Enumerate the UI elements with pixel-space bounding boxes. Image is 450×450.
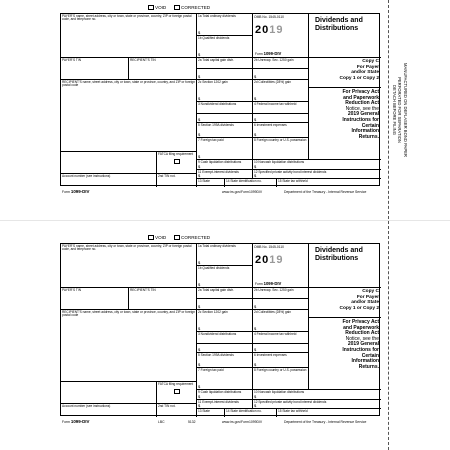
- box-8[interactable]: [253, 368, 309, 390]
- box-15-label: 15 State tax withheld: [278, 409, 308, 413]
- form-number: 1099-DIV: [263, 281, 282, 286]
- form-copy-top: [60, 4, 380, 196]
- box-3[interactable]: [197, 332, 253, 344]
- copy-label-line-2: For Payer: [356, 64, 379, 70]
- box-2d-label: 2d Collectibles (28%) gain: [254, 310, 292, 314]
- box-2d-label: 2d Collectibles (28%) gain: [254, 80, 292, 84]
- dollar-sign: $: [198, 29, 201, 35]
- fatca-checkbox[interactable]: [174, 389, 180, 394]
- box-14[interactable]: [225, 409, 277, 417]
- box-10[interactable]: [253, 160, 381, 170]
- privacy-line-2: and Paperwork: [343, 94, 379, 101]
- dollar-sign: $: [198, 153, 201, 159]
- form-title: [315, 247, 363, 263]
- box-2b[interactable]: [253, 58, 309, 69]
- void-checkbox[interactable]: [148, 4, 166, 12]
- fatca-label: FATCA filing requirement: [158, 152, 194, 156]
- box-1b[interactable]: [197, 266, 253, 288]
- form-footer: [60, 188, 380, 196]
- box-2b-label: 2b Unrecap. Sec. 1250 gain: [254, 58, 294, 62]
- privacy-line-3: Reduction Act: [345, 100, 379, 107]
- box-14-label: 14 State identification no.: [226, 179, 262, 183]
- void-label: VOID: [155, 5, 167, 10]
- box-1a-label: 1a Total ordinary dividends: [198, 14, 236, 18]
- box-12[interactable]: [253, 400, 381, 409]
- title-line-2: Distributions: [315, 254, 359, 262]
- privacy-line-5: 2019 General: [347, 341, 379, 348]
- box-2b-amount[interactable]: [253, 299, 309, 310]
- second-tin-label: 2nd TIN not.: [158, 174, 176, 178]
- title-line-1: Dividends and: [315, 247, 363, 254]
- box-9[interactable]: [197, 160, 253, 170]
- box-1b-label: 1b Qualified dividends: [198, 36, 230, 40]
- box-2b-label: 2b Unrecap. Sec. 1250 gain: [254, 288, 294, 292]
- form-prefix: Form: [255, 282, 263, 286]
- box-3-label: 3 Nondividend distributions: [198, 102, 237, 106]
- box-2a[interactable]: [197, 58, 253, 69]
- omb-number: OMB No. 1545-0110: [254, 14, 284, 19]
- footer-website: www.irs.gov/Form1099DIV: [222, 190, 263, 194]
- privacy-notice: [342, 90, 379, 140]
- box-1a[interactable]: [197, 14, 253, 36]
- account-cell[interactable]: [61, 174, 157, 187]
- form-number: 1099-DIV: [263, 51, 282, 56]
- privacy-cell: [309, 88, 381, 160]
- payer-tin-label: PAYER'S TIN: [62, 58, 82, 62]
- dollar-sign: $: [198, 303, 201, 309]
- privacy-line-2: and Paperwork: [343, 324, 379, 331]
- box-11-label: 11 Exempt-interest dividends: [198, 400, 239, 404]
- void-checkbox-square[interactable]: [148, 235, 154, 240]
- dollar-sign: $: [254, 73, 257, 79]
- copy-label-line-2: For Payer: [356, 294, 379, 300]
- dollar-sign: $: [198, 383, 201, 389]
- dollar-sign: $: [254, 361, 257, 367]
- form-grid: [60, 243, 380, 416]
- second-tin-label: 2nd TIN not.: [158, 404, 176, 408]
- corrected-checkbox[interactable]: [174, 4, 210, 12]
- copy-label-line-1: Copy C: [362, 59, 379, 64]
- box-7[interactable]: [197, 368, 253, 390]
- box-6[interactable]: [253, 353, 309, 368]
- second-tin-cell[interactable]: [157, 174, 197, 187]
- dollar-sign: $: [254, 393, 257, 399]
- dollar-sign: $: [254, 163, 257, 169]
- box-2b[interactable]: [253, 288, 309, 299]
- title-cell: [309, 14, 381, 58]
- privacy-line-3: Reduction Act: [345, 330, 379, 337]
- blank-cell: [61, 382, 157, 404]
- recipient-label: RECIPIENT'S name, street address, city or town, state or province, country, and ZIP or foreign postal code: [62, 310, 196, 318]
- box-12[interactable]: [253, 170, 381, 179]
- box-13-label: 13 State: [198, 179, 210, 183]
- box-5-label: 5 Section 199A dividends: [198, 123, 234, 127]
- copy-label-cell: [309, 288, 381, 318]
- form-copy-bottom: [60, 234, 380, 426]
- privacy-line-8: Information: [351, 128, 379, 135]
- second-tin-cell[interactable]: [157, 404, 197, 417]
- box-2a-amount[interactable]: [197, 299, 253, 310]
- blank-cell: [61, 152, 157, 174]
- dollar-sign: $: [254, 95, 257, 101]
- box-2d[interactable]: [253, 310, 309, 332]
- copy-label-cell: [309, 58, 381, 88]
- horizontal-perforation: [0, 220, 450, 221]
- box-10[interactable]: [253, 390, 381, 400]
- vertical-perforation: [388, 0, 389, 450]
- privacy-line-7: Certain: [361, 122, 379, 129]
- copy-label: [340, 289, 379, 311]
- year-prefix: 20: [255, 254, 270, 266]
- box-9-label: 9 Cash liquidation distributions: [198, 160, 242, 164]
- box-2c-label: 2c Section 1202 gain: [198, 80, 228, 84]
- box-14-label: 14 State identification no.: [226, 409, 262, 413]
- box-7-label: 7 Foreign tax paid: [198, 368, 224, 372]
- recipient-tin-label: RECIPIENT'S TIN: [130, 58, 156, 62]
- copy-label-line-1: Copy C: [362, 289, 379, 294]
- box-2a-label: 2a Total capital gain distr.: [198, 288, 234, 292]
- side-vertical-text: MANUFACTURED ON DEFLASER BOND PAPER PERFORATED FOR SEPARATION DETACH BEFORE FILING: [392, 63, 408, 157]
- box-11[interactable]: [197, 400, 253, 409]
- box-11[interactable]: [197, 170, 253, 179]
- privacy-line-9: Returns.: [358, 363, 379, 370]
- box-5[interactable]: [197, 123, 253, 138]
- recipient-cell[interactable]: [61, 80, 197, 152]
- title-line-2: Distributions: [315, 24, 359, 32]
- box-2a-amount[interactable]: [197, 69, 253, 80]
- box-7-label: 7 Foreign tax paid: [198, 138, 224, 142]
- footer-website: www.irs.gov/Form1099DIV: [222, 420, 263, 424]
- box-13-label: 13 State: [198, 409, 210, 413]
- omb-number: OMB No. 1545-0110: [254, 244, 284, 249]
- box-5-label: 5 Section 199A dividends: [198, 353, 234, 357]
- side-margin: [392, 10, 408, 210]
- privacy-line-9: Returns.: [358, 133, 379, 140]
- privacy-cell: [309, 318, 381, 390]
- account-cell[interactable]: [61, 404, 157, 417]
- box-14[interactable]: [225, 179, 277, 187]
- form-name: [255, 281, 281, 286]
- box-9-label: 9 Cash liquidation distributions: [198, 390, 242, 394]
- year-suffix: 19: [269, 24, 284, 36]
- void-checkbox[interactable]: [148, 234, 166, 242]
- payer-tin-cell[interactable]: [61, 58, 129, 80]
- privacy-line-6: Instructions for: [342, 116, 379, 123]
- recipient-tin-cell[interactable]: [129, 288, 197, 310]
- box-4-amount[interactable]: [253, 114, 309, 123]
- dollar-sign: $: [198, 346, 201, 352]
- box-3-label: 3 Nondividend distributions: [198, 332, 237, 336]
- dollar-sign: $: [198, 131, 201, 137]
- footer-department: Department of the Treasury - Internal Revenue Service: [284, 190, 367, 194]
- box-5[interactable]: [197, 353, 253, 368]
- dollar-sign: $: [198, 172, 201, 178]
- recipient-cell[interactable]: [61, 310, 197, 382]
- footer-form-number: 1099-DIV: [70, 189, 90, 194]
- fatca-checkbox[interactable]: [174, 159, 180, 164]
- box-3-amount[interactable]: [197, 114, 253, 123]
- box-2c-label: 2c Section 1202 gain: [198, 310, 228, 314]
- copy-label-line-3: and/or State: [351, 70, 379, 76]
- copy-label: [340, 59, 379, 81]
- recipient-tin-cell[interactable]: [129, 58, 197, 80]
- box-10-label: 10 Noncash liquidation distributions: [254, 390, 305, 394]
- year-suffix: 19: [269, 254, 284, 266]
- payer-tin-label: PAYER'S TIN: [62, 288, 82, 292]
- account-label: Account number (see instructions): [62, 404, 111, 408]
- box-10-label: 10 Noncash liquidation distributions: [254, 160, 305, 164]
- payer-tin-cell[interactable]: [61, 288, 129, 310]
- form-grid: [60, 13, 380, 186]
- box-15-label: 15 State tax withheld: [278, 179, 308, 183]
- box-6-label: 6 Investment expenses: [254, 353, 287, 357]
- box-1a[interactable]: [197, 244, 253, 266]
- form-prefix: Form: [255, 52, 263, 56]
- void-checkbox-square[interactable]: [148, 5, 154, 10]
- dollar-sign: $: [254, 346, 257, 352]
- copy-label-line-3: and/or State: [351, 300, 379, 306]
- box-1b-label: 1b Qualified dividends: [198, 266, 230, 270]
- box-11-label: 11 Exempt-interest dividends: [198, 170, 239, 174]
- box-13[interactable]: [197, 409, 225, 417]
- footer-form-number: 1099-DIV: [70, 419, 90, 424]
- omb-year-cell: [253, 244, 309, 288]
- payer-label: PAYER'S name, street address, city or town, state or province, country, ZIP or foreign postal code, and telephone no.: [62, 244, 192, 252]
- payer-label: PAYER'S name, street address, city or town, state or province, country, ZIP or foreign postal code, and telephone no.: [62, 14, 192, 22]
- box-2c[interactable]: [197, 310, 253, 332]
- title-line-1: Dividends and: [315, 17, 363, 24]
- box-13[interactable]: [197, 179, 225, 187]
- box-1b[interactable]: [197, 36, 253, 58]
- form-title: [315, 17, 363, 33]
- tax-year: [255, 25, 284, 36]
- box-8-label: 8 Foreign country or U.S. possession: [254, 138, 307, 142]
- corrected-checkbox-square[interactable]: [174, 5, 180, 10]
- omb-year-cell: [253, 14, 309, 58]
- box-4[interactable]: [253, 102, 309, 114]
- privacy-line-8: Information: [351, 358, 379, 365]
- box-8[interactable]: [253, 138, 309, 160]
- box-6-label: 6 Investment expenses: [254, 123, 287, 127]
- box-6[interactable]: [253, 123, 309, 138]
- title-cell: [309, 244, 381, 288]
- box-12-label: 12 Specified private activity bond interest dividends: [254, 170, 327, 174]
- form-name: [255, 51, 281, 56]
- fatca-cell[interactable]: [157, 152, 197, 174]
- payer-cell[interactable]: [61, 14, 197, 58]
- box-7[interactable]: [197, 138, 253, 160]
- box-9[interactable]: [197, 390, 253, 400]
- dollar-sign: $: [198, 361, 201, 367]
- dollar-sign: $: [198, 51, 201, 57]
- box-2a[interactable]: [197, 288, 253, 299]
- copy-label-line-4: Copy 1 or Copy 2: [339, 305, 379, 311]
- dollar-sign: $: [254, 303, 257, 309]
- box-15[interactable]: [277, 179, 381, 187]
- corrected-label: CORRECTED: [181, 5, 211, 10]
- privacy-line-7: Certain: [361, 352, 379, 359]
- box-2c[interactable]: [197, 80, 253, 102]
- dollar-sign: $: [198, 259, 201, 265]
- dollar-sign: $: [198, 281, 201, 287]
- dollar-sign: $: [254, 172, 257, 178]
- privacy-line-1: For Privacy Act: [342, 89, 379, 95]
- corrected-checkbox[interactable]: [174, 234, 210, 242]
- box-8-label: 8 Foreign country or U.S. possession: [254, 368, 307, 372]
- footer-department: Department of the Treasury - Internal Revenue Service: [284, 420, 367, 424]
- fatca-cell[interactable]: [157, 382, 197, 404]
- box-3-amount[interactable]: [197, 344, 253, 353]
- form-footer: [60, 418, 380, 426]
- box-15[interactable]: [277, 409, 381, 417]
- privacy-line-5: 2019 General: [347, 111, 379, 118]
- fatca-label: FATCA filing requirement: [158, 382, 194, 386]
- dollar-sign: $: [254, 402, 257, 408]
- privacy-line-6: Instructions for: [342, 346, 379, 353]
- box-4-label: 4 Federal income tax withheld: [254, 102, 297, 106]
- corrected-label: CORRECTED: [181, 235, 211, 240]
- dollar-sign: $: [198, 73, 201, 79]
- box-2a-label: 2a Total capital gain distr.: [198, 58, 234, 62]
- box-4-amount[interactable]: [253, 344, 309, 353]
- copy-label-line-4: Copy 1 or Copy 2: [339, 75, 379, 81]
- recipient-tin-label: RECIPIENT'S TIN: [130, 288, 156, 292]
- footer-form-name: [62, 418, 89, 426]
- dollar-sign: $: [254, 116, 257, 122]
- payer-cell[interactable]: [61, 244, 197, 288]
- dollar-sign: $: [254, 131, 257, 137]
- dollar-sign: $: [254, 325, 257, 331]
- dollar-sign: $: [198, 402, 201, 408]
- box-2b-amount[interactable]: [253, 69, 309, 80]
- box-4[interactable]: [253, 332, 309, 344]
- dollar-sign: $: [198, 116, 201, 122]
- box-4-label: 4 Federal income tax withheld: [254, 332, 297, 336]
- year-prefix: 20: [255, 24, 270, 36]
- privacy-line-4: Notice, see the: [345, 335, 379, 342]
- privacy-line-4: Notice, see the: [345, 105, 379, 112]
- box-2d[interactable]: [253, 80, 309, 102]
- tax-year: [255, 255, 284, 266]
- dollar-sign: $: [198, 95, 201, 101]
- footer-mark-number: 5132: [188, 420, 196, 424]
- privacy-line-1: For Privacy Act: [342, 319, 379, 325]
- recipient-label: RECIPIENT'S name, street address, city or town, state or province, country, and ZIP or foreign postal code: [62, 80, 196, 88]
- dollar-sign: $: [198, 163, 201, 169]
- privacy-notice: [342, 320, 379, 370]
- footer-form-name: [62, 188, 89, 196]
- account-label: Account number (see instructions): [62, 174, 111, 178]
- corrected-checkbox-square[interactable]: [174, 235, 180, 240]
- footer-mark-lbc: LBC: [158, 420, 165, 424]
- dollar-sign: $: [198, 325, 201, 331]
- footer-form-prefix: Form: [62, 190, 70, 194]
- void-label: VOID: [155, 235, 167, 240]
- footer-form-prefix: Form: [62, 420, 70, 424]
- box-1a-label: 1a Total ordinary dividends: [198, 244, 236, 248]
- dollar-sign: $: [198, 393, 201, 399]
- box-3[interactable]: [197, 102, 253, 114]
- box-12-label: 12 Specified private activity bond interest dividends: [254, 400, 327, 404]
